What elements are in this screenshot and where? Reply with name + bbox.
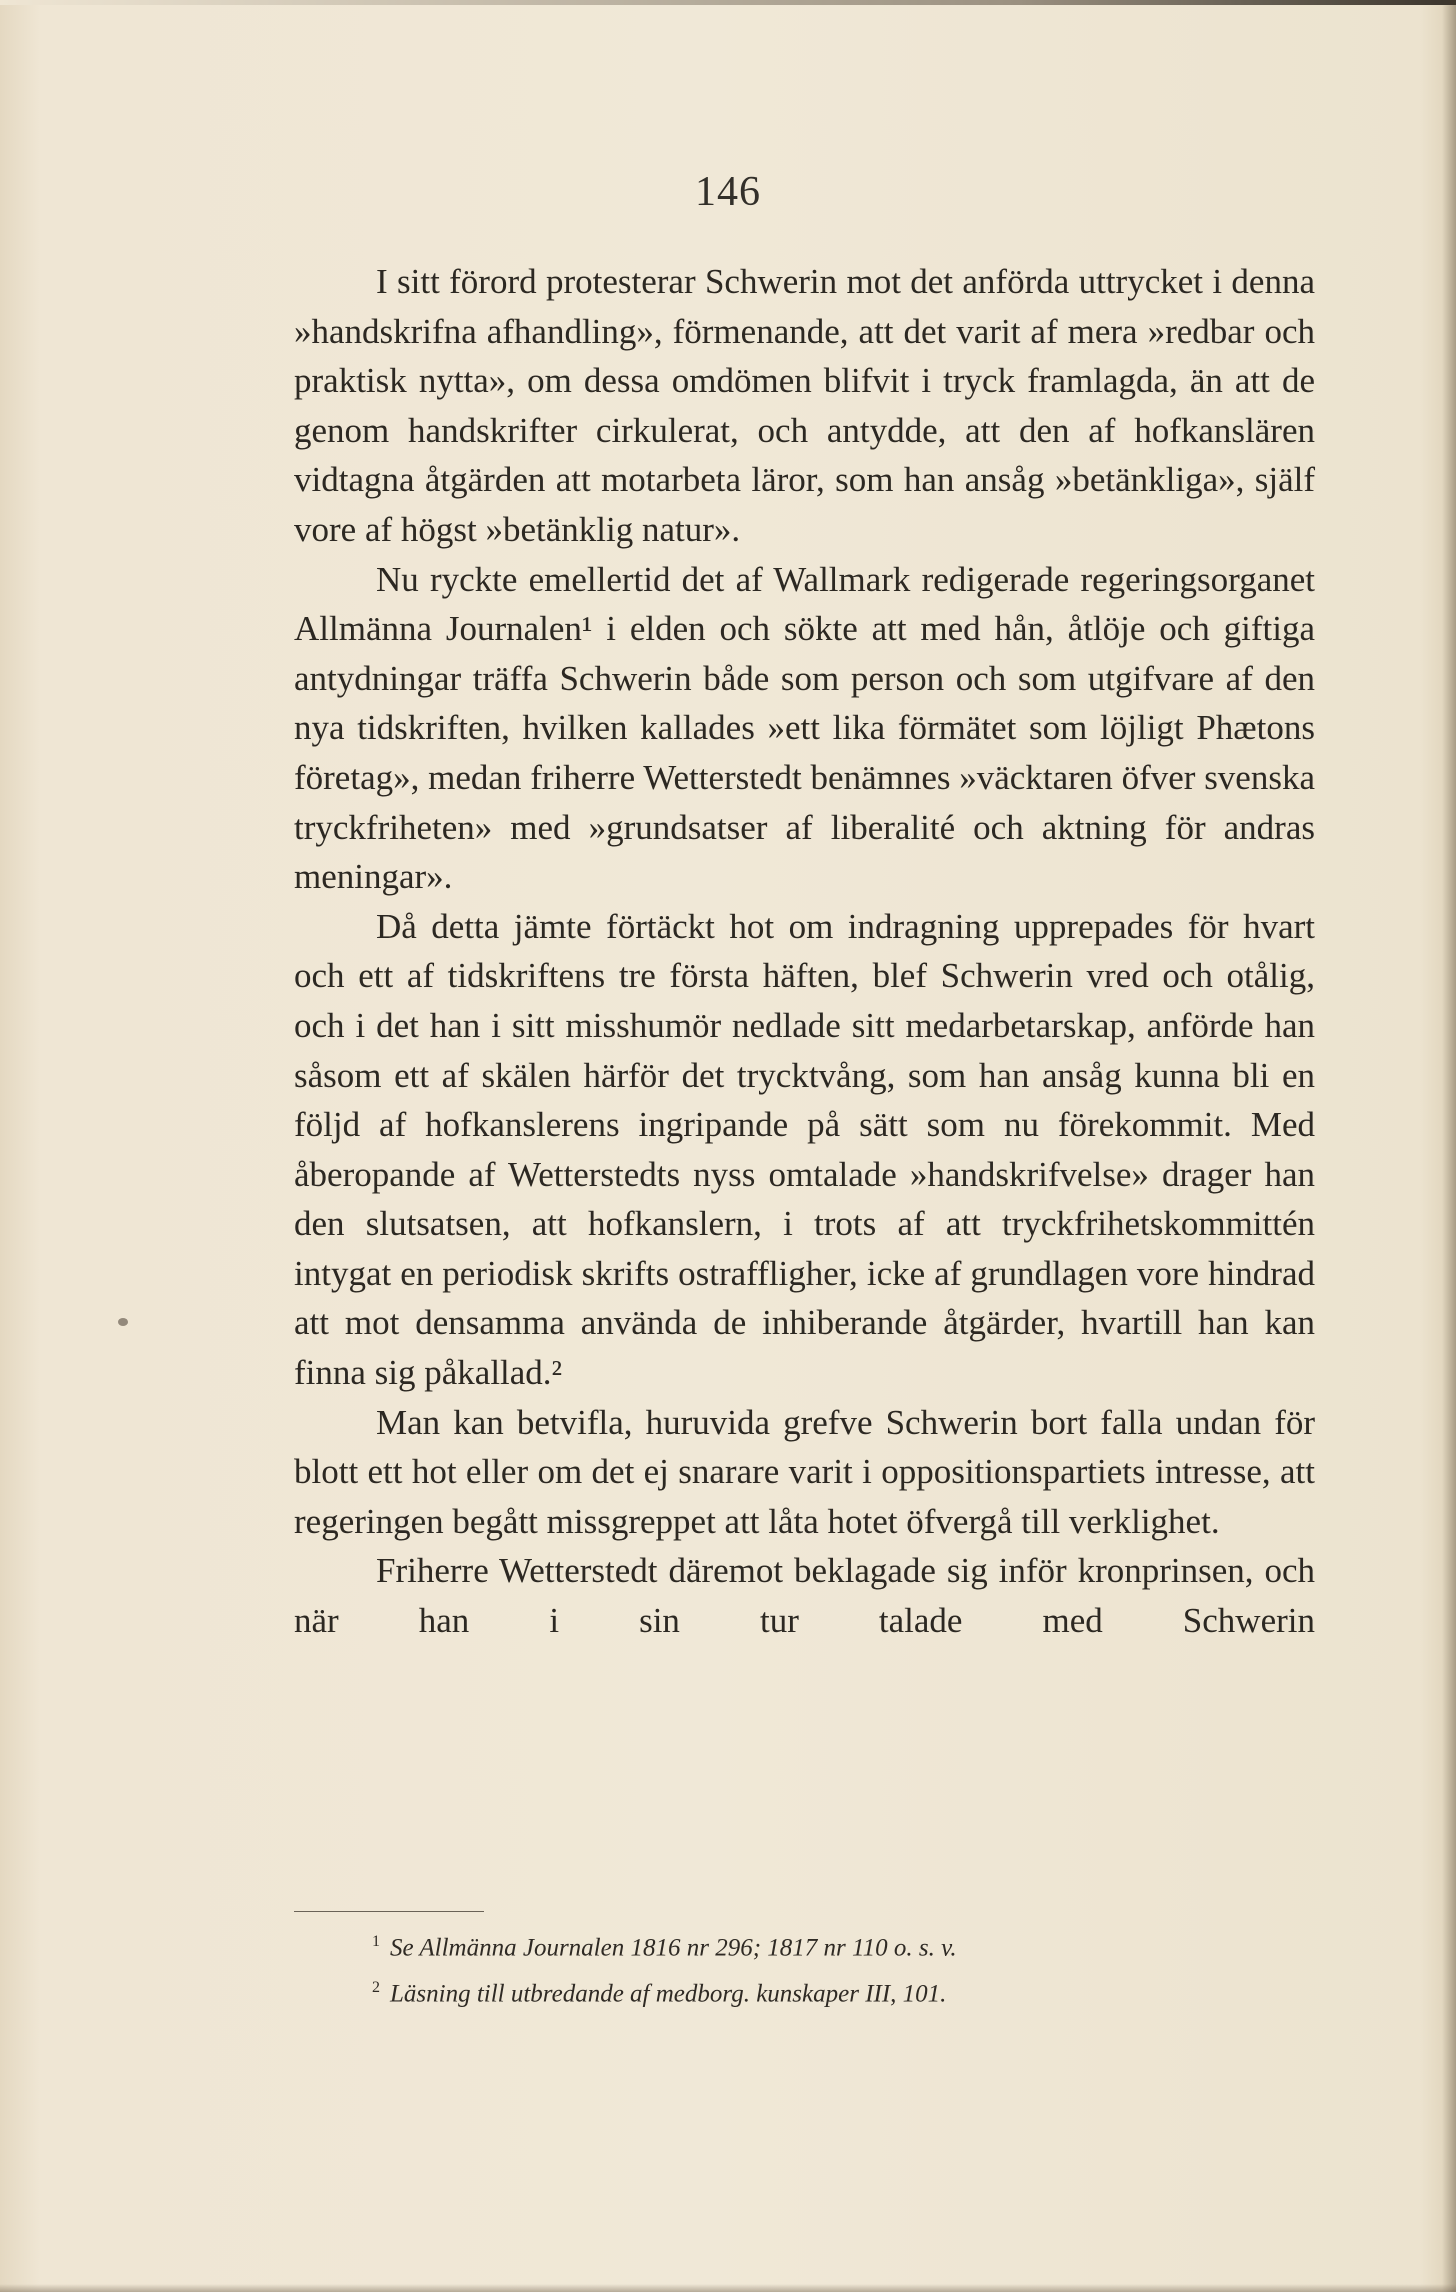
- footnote-mark: 1: [372, 1933, 380, 1950]
- footnote-separator: [294, 1911, 484, 1912]
- paragraph-1: I sitt förord protesterar Schwerin mot det anförda uttrycket i denna »handskrifna afhandling», förmenande, att det varit af mera »redbar och praktisk nytta», om dessa omdömen blifvit i tryck framlagda, än att de genom handskrifter cirkulerat, och antydde, att den af hofkanslären vidtagna åtgärden att motarbeta läror, som han ansåg »betänkliga», själf vore af högst »betänklig natur».: [294, 262, 1315, 549]
- page-bottom-edge: [0, 2284, 1456, 2292]
- page-right-edge: [1442, 0, 1456, 2292]
- paragraph-2: Nu ryckte emellertid det af Wallmark redigerade regeringsorganet Allmänna Journalen¹ i elden och sökte att med hån, åtlöje och giftiga antydningar träffa Schwerin både som person och som utgifvare af den nya tidskriften, hvilken kallades »ett lika förmätet som löjligt Phætons företag», medan friherre Wetterstedt benämnes »väcktaren öfver svenska tryckfriheten» med »grundsatser af liberalité och aktning för andras meningar».: [294, 559, 1315, 897]
- paragraph-4: Man kan betvifla, huruvida grefve Schwerin bort falla undan för blott ett hot eller om det ej snarare varit i oppositionspartiets intresse, att regeringen begått missgreppet att låta hotet öfvergå till verklighet.: [294, 1402, 1315, 1541]
- paragraph-5: Friherre Wetterstedt däremot beklagade sig inför kronprinsen, och när han i sin tur talade med Schwerin: [294, 1551, 1315, 1641]
- footnote-text: Se Allmänna Journalen 1816 nr 296; 1817 nr 110 o. s. v.: [390, 1934, 957, 1962]
- body-text: [294, 257, 1315, 1646]
- footnote-1: [372, 1922, 1272, 1968]
- paragraph-3: Då detta jämte förtäckt hot om indragning upprepades för hvart och ett af tidskriftens tre första häften, blef Schwerin vred och otålig, och i det han i sitt misshumör nedlade sitt medarbetarskap, anförde han såsom ett af skälen härför det trycktvång, som han ansåg kunna bli en följd af hofkanslerens ingripande på sätt som nu förekommit. Med åberopande af Wetterstedts nyss omtalade »handskrifvelse» drager han den slutsatsen, att hofkanslern, i trots af att tryckfrihetskommittén intygat en periodisk skrifts ostraffligher, icke af grundlagen vore hindrad att mot densamma använda de inhiberande åtgärder, hvartill han kan finna sig påkallad.²: [294, 906, 1315, 1393]
- footnotes: [372, 1922, 1272, 2015]
- footnote-text: Läsning till utbredande af medborg. kunskaper III, 101.: [390, 1980, 947, 2008]
- footnote-mark: 2: [372, 1979, 380, 1997]
- footnote-2: [372, 1968, 1272, 2014]
- page-number: 146: [695, 169, 761, 215]
- ink-speck: [118, 1318, 128, 1326]
- page-top-edge: [0, 0, 1456, 5]
